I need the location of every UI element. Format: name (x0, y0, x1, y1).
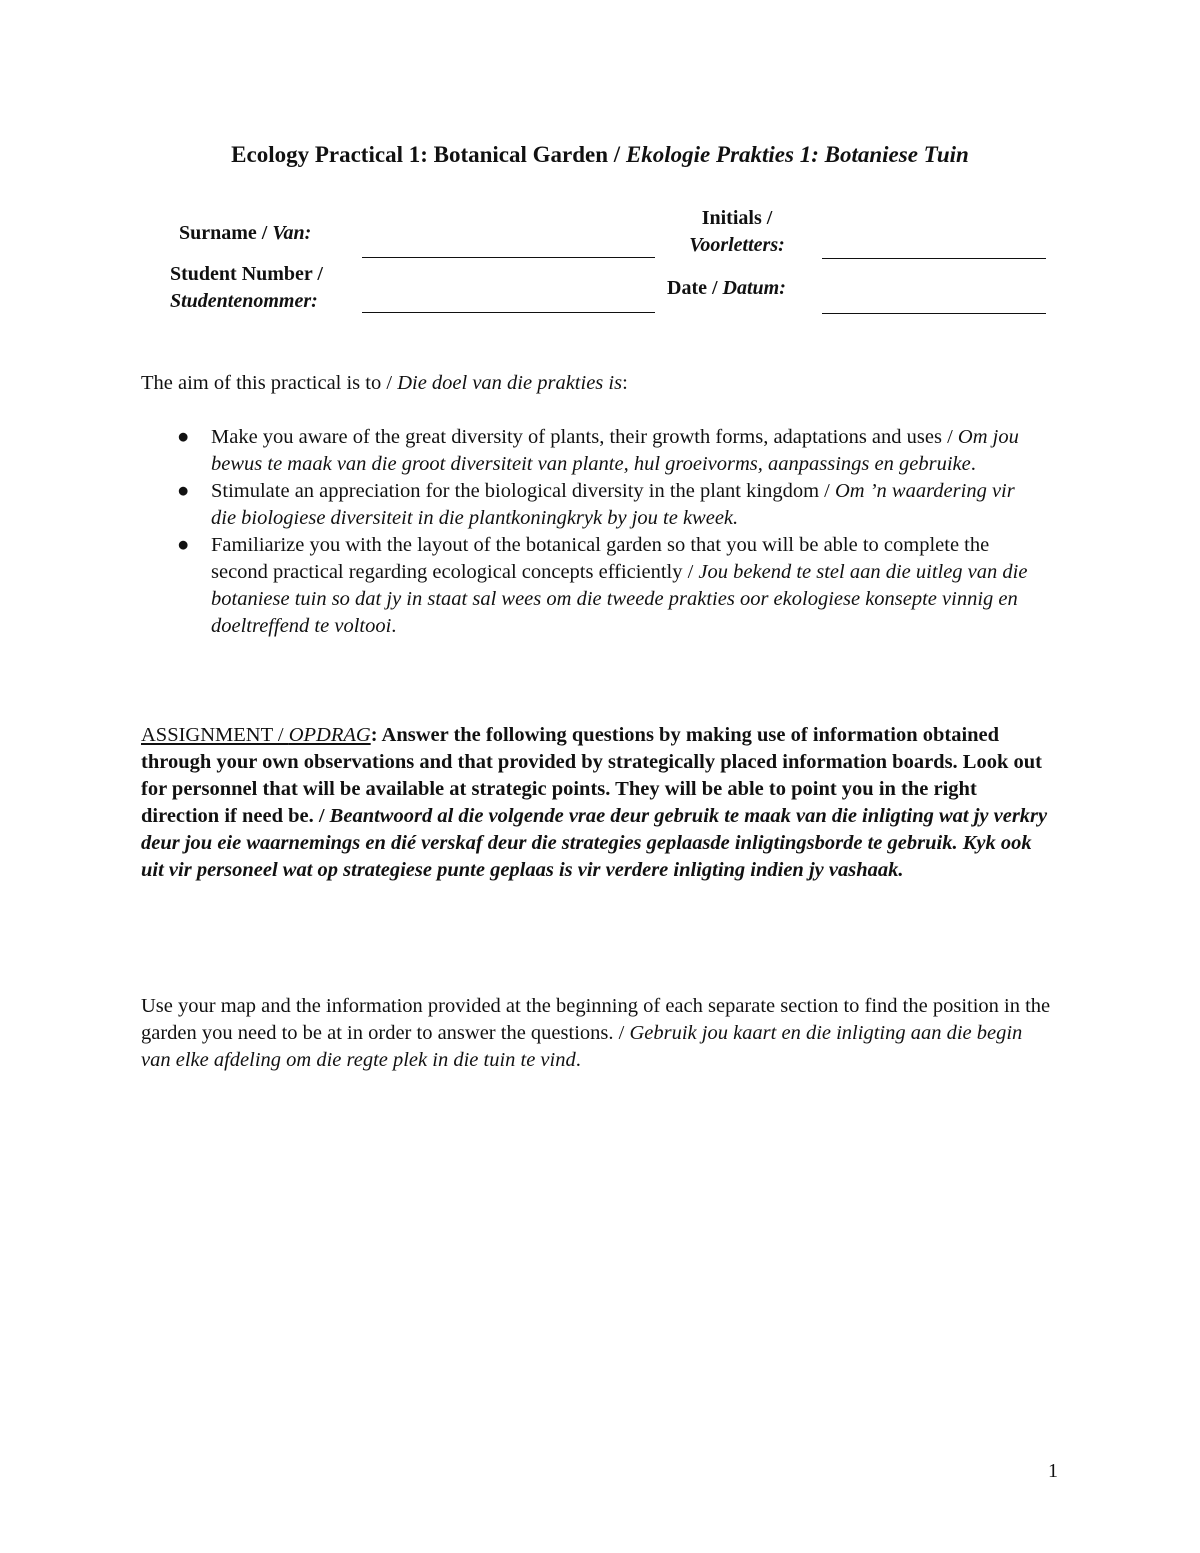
aim-item-af: Om jou bewus te maak van die groot diversiteit van plante, hul groeivorms, aanpassings en gebruike (211, 426, 1019, 475)
initials-label-af: Voorletters: (689, 234, 785, 256)
aim-intro-af: Die doel van die prakties is (397, 372, 623, 394)
date-field[interactable] (822, 313, 1046, 314)
student-number-label (170, 261, 323, 315)
student-number-label-en: Student Number / (170, 263, 323, 285)
aim-item-af: Om ’n waardering vir die biologiese diversiteit in die plantkoningkryk by jou te kweek. (211, 480, 1015, 529)
surname-field[interactable] (362, 257, 655, 258)
title-english: Ecology Practical 1: Botanical Garden (231, 142, 609, 167)
assignment-text-af: Beantwoord al die volgende vrae deur gebruik te maak van die inligting wat jy verkry deur jou eie waarnemings en dié verskaf deur die strategies geplaasde inligtingsborde te gebruik. Kyk ook uit vir personeel wat op strategiese punte geplaas is vir verdere inligting indien jy vashaak. (141, 805, 1048, 881)
title-separator: / (608, 142, 626, 167)
aim-intro-colon: : (622, 372, 628, 394)
page-title (0, 142, 1200, 168)
aim-item-en: Make you aware of the great diversity of plants, their growth forms, adaptations and uses / (211, 426, 958, 448)
assignment-label-af: OPDRAG (288, 724, 371, 746)
aim-list (141, 424, 1041, 640)
initials-label (682, 205, 792, 259)
aim-item (141, 532, 1041, 640)
date-label-af: Datum: (722, 277, 786, 299)
date-label (667, 275, 786, 302)
student-number-label-af: Studentenommer: (170, 290, 318, 312)
aim-item-end: . (391, 615, 397, 637)
bullet-icon: ● (177, 480, 190, 502)
student-number-field[interactable] (362, 312, 655, 313)
aim-intro (141, 370, 1056, 397)
assignment-colon: : (370, 724, 382, 746)
initials-label-en: Initials / (701, 207, 773, 229)
assignment-label-en: ASSIGNMENT / (141, 724, 289, 746)
bullet-icon: ● (177, 534, 190, 556)
aim-item-en: Stimulate an appreciation for the biological diversity in the plant kingdom / (211, 480, 835, 502)
assignment-paragraph (141, 722, 1051, 884)
surname-label-af: Van: (272, 222, 312, 244)
map-note-end: . (575, 1049, 581, 1071)
aim-item (141, 424, 1041, 478)
bullet-icon: ● (177, 426, 190, 448)
aim-intro-en: The aim of this practical is to / (141, 372, 398, 394)
map-note (141, 993, 1051, 1074)
map-note-en: Use your map and the information provided at the beginning of each separate section to find the position in the garden you need to be at in order to answer the questions. / (141, 995, 1051, 1044)
date-label-en: Date / (667, 277, 723, 299)
aim-item-af: Jou bekend te stel aan die uitleg van die botaniese tuin so dat jy in staat sal wees om die tweede prakties oor ekologiese konsepte vinnig en doeltreffend te voltooi (211, 561, 1028, 637)
aim-item (141, 478, 1041, 532)
page-number: 1 (1048, 1460, 1058, 1482)
aim-item-end: . (970, 453, 976, 475)
assignment-text-en: Answer the following questions by making use of information obtained through your own observations and that provided by strategically placed information boards. Look out for personnel that will be available at strategic points. They will be able to point you in the right direction if need be. / (141, 724, 1042, 827)
initials-field[interactable] (822, 258, 1046, 259)
surname-label (179, 220, 311, 247)
surname-label-en: Surname / (179, 222, 273, 244)
title-afrikaans: Ekologie Prakties 1: Botaniese Tuin (625, 142, 969, 167)
map-note-af: Gebruik jou kaart en die inligting aan die begin van elke afdeling om die regte plek in die tuin te vind (141, 1022, 1023, 1071)
aim-item-en: Familiarize you with the layout of the botanical garden so that you will be able to complete the second practical regarding ecological concepts efficiently / (211, 534, 990, 583)
